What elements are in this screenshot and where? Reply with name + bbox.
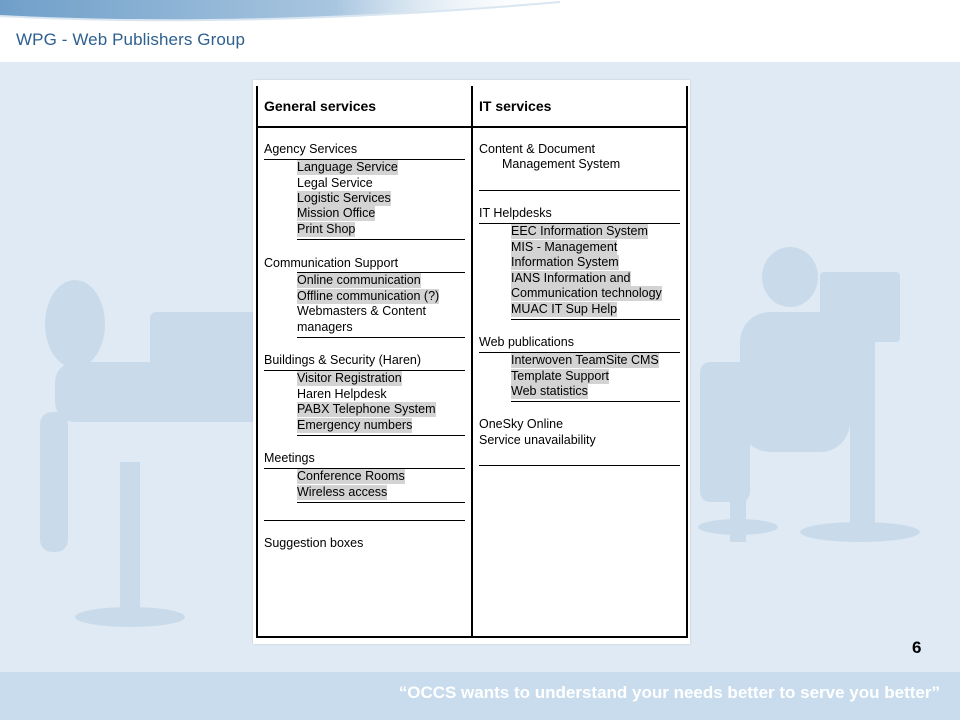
list-item[interactable]: Print Shop	[297, 222, 356, 236]
list-item[interactable]: Web statistics	[511, 384, 588, 398]
list-item[interactable]: EEC Information System	[511, 224, 648, 238]
list-item[interactable]: Webmasters & Content	[297, 304, 426, 318]
agency-services-heading[interactable]: Agency Services	[264, 142, 358, 156]
table-border-bottom	[256, 636, 688, 638]
communication-support-heading[interactable]: Communication Support	[264, 256, 399, 270]
list-item[interactable]: Template Support	[511, 369, 609, 383]
web-publications-heading[interactable]: Web publications	[479, 335, 574, 349]
list-item[interactable]: Information System	[511, 255, 619, 269]
list-item[interactable]: managers	[297, 320, 353, 334]
section-rule	[511, 401, 680, 402]
table-border-left	[256, 86, 258, 638]
list-item[interactable]: Logistic Services	[297, 191, 391, 205]
list-item[interactable]: Conference Rooms	[297, 469, 405, 483]
list-item[interactable]: Wireless access	[297, 485, 388, 499]
list-item[interactable]: PABX Telephone System	[297, 402, 436, 416]
section-rule	[297, 337, 465, 338]
list-item[interactable]: Haren Helpdesk	[297, 387, 387, 401]
list-item[interactable]: Online communication	[297, 273, 421, 287]
list-item[interactable]: Language Service	[297, 160, 398, 174]
meetings-heading[interactable]: Meetings	[264, 451, 315, 465]
buildings-security-heading[interactable]: Buildings & Security (Haren)	[264, 353, 422, 367]
section-rule	[479, 190, 680, 191]
section-rule	[479, 465, 680, 466]
header-title: WPG - Web Publishers Group	[16, 30, 246, 49]
list-item[interactable]: Visitor Registration	[297, 371, 402, 385]
section-rule	[297, 435, 465, 436]
section-rule	[264, 520, 465, 521]
table-divider	[471, 86, 473, 638]
page-number: 6	[912, 638, 922, 657]
column-header-it: IT services	[479, 98, 552, 114]
slide-header	[0, 0, 960, 62]
list-item[interactable]: Emergency numbers	[297, 418, 413, 432]
table-header-rule	[256, 126, 688, 128]
list-item[interactable]: MUAC IT Sup Help	[511, 302, 618, 316]
section-rule	[297, 239, 465, 240]
content-document-heading[interactable]: Content & Document	[479, 142, 596, 156]
column-header-general: General services	[264, 98, 377, 114]
service-unavailability-link[interactable]: Service unavailability	[479, 433, 596, 447]
suggestion-boxes-heading[interactable]: Suggestion boxes	[264, 536, 364, 550]
list-item[interactable]: Offline communication (?)	[297, 289, 440, 303]
list-item[interactable]: Mission Office	[297, 206, 376, 220]
list-item[interactable]: Legal Service	[297, 176, 373, 190]
list-item[interactable]: MIS - Management	[511, 240, 618, 254]
content-document-subheading[interactable]: Management System	[502, 157, 621, 171]
list-item[interactable]: IANS Information and	[511, 271, 631, 285]
footer-tagline: “OCCS wants to understand your needs better to serve you better”	[398, 683, 940, 702]
it-helpdesks-heading[interactable]: IT Helpdesks	[479, 206, 552, 220]
section-rule	[297, 502, 465, 503]
list-item[interactable]: Communication technology	[511, 286, 662, 300]
table-border-right	[686, 86, 688, 638]
onesky-online-heading[interactable]: OneSky Online	[479, 417, 564, 431]
section-rule	[511, 319, 680, 320]
services-table	[253, 80, 690, 644]
list-item[interactable]: Interwoven TeamSite CMS	[511, 353, 659, 367]
slide-footer	[0, 672, 960, 720]
